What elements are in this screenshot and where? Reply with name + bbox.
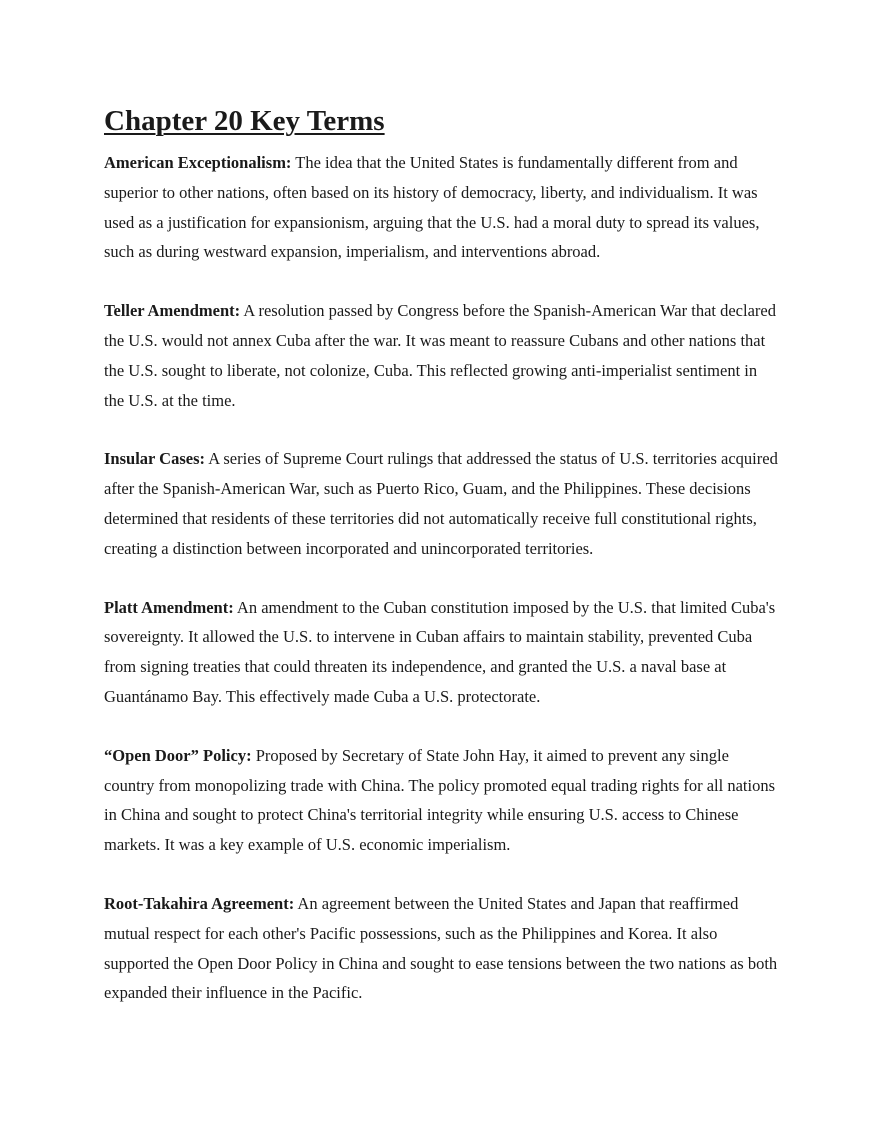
term-insular-cases [104,444,780,563]
term-name: Root-Takahira Agreement: [104,893,295,913]
term-name: “Open Door” Policy: [104,745,252,765]
term-teller-amendment [104,296,780,415]
term-open-door-policy [104,741,780,860]
term-definition: A series of Supreme Court rulings that addressed the status of U.S. territories acquired after the Spanish-American War, such as Puerto Rico, Guam, and the Philippines. These decisions determined that residents of these territories did not automatically receive full constitutional rights, creating a distinction between incorporated and unincorporated territories. [104,449,778,558]
term-name: American Exceptionalism: [104,153,292,172]
document-page [104,100,780,1037]
term-platt-amendment [104,593,780,712]
page-title: Chapter 20 Key Terms [104,105,385,137]
term-name: Teller Amendment: [104,301,241,321]
term-definition: The idea that the United States is fundamentally different from and superior to other nations, often based on its history of democracy, liberty, and individualism. It was used as a justification for expansionism, arguing that the U.S. had a moral duty to spread its values, such as during westward expansion, imperialism, and interventions abroad. [104,153,760,262]
term-definition: Proposed by Secretary of State John Hay, it aimed to prevent any single country from monopolizing trade with China. The policy promoted equal trading rights for all nations in China and sought to protect China's territorial integrity while ensuring U.S. access to Chinese markets. It was a key example of U.S. economic imperialism. [104,745,776,855]
term-definition: A resolution passed by Congress before the Spanish-American War that declared the U.S. would not annex Cuba after the war. It was meant to reassure Cubans and other nations that the U.S. sought to liberate, not colonize, Cuba. This reflected growing anti-imperialist sentiment in the U.S. at the time. [104,301,776,410]
term-name: Platt Amendment: [104,597,234,617]
term-root-takahira-agreement [104,889,780,1008]
term-name: Insular Cases: [104,449,206,469]
term-definition: An amendment to the Cuban constitution imposed by the U.S. that limited Cuba's sovereignty. It allowed the U.S. to intervene in Cuban affairs to maintain stability, prevented Cuba from signing treaties that could threaten its independence, and granted the U.S. a naval base at Guantánamo Bay. This effectively made Cuba a U.S. protectorate. [104,597,776,706]
term-definition: An agreement between the United States and Japan that reaffirmed mutual respect for each other's Pacific possessions, such as the Philippines and Korea. It also supported the Open Door Policy in China and sought to ease tensions between the two nations as both expanded their influence in the Pacific. [104,893,778,1003]
term-american-exceptionalism [104,148,780,267]
